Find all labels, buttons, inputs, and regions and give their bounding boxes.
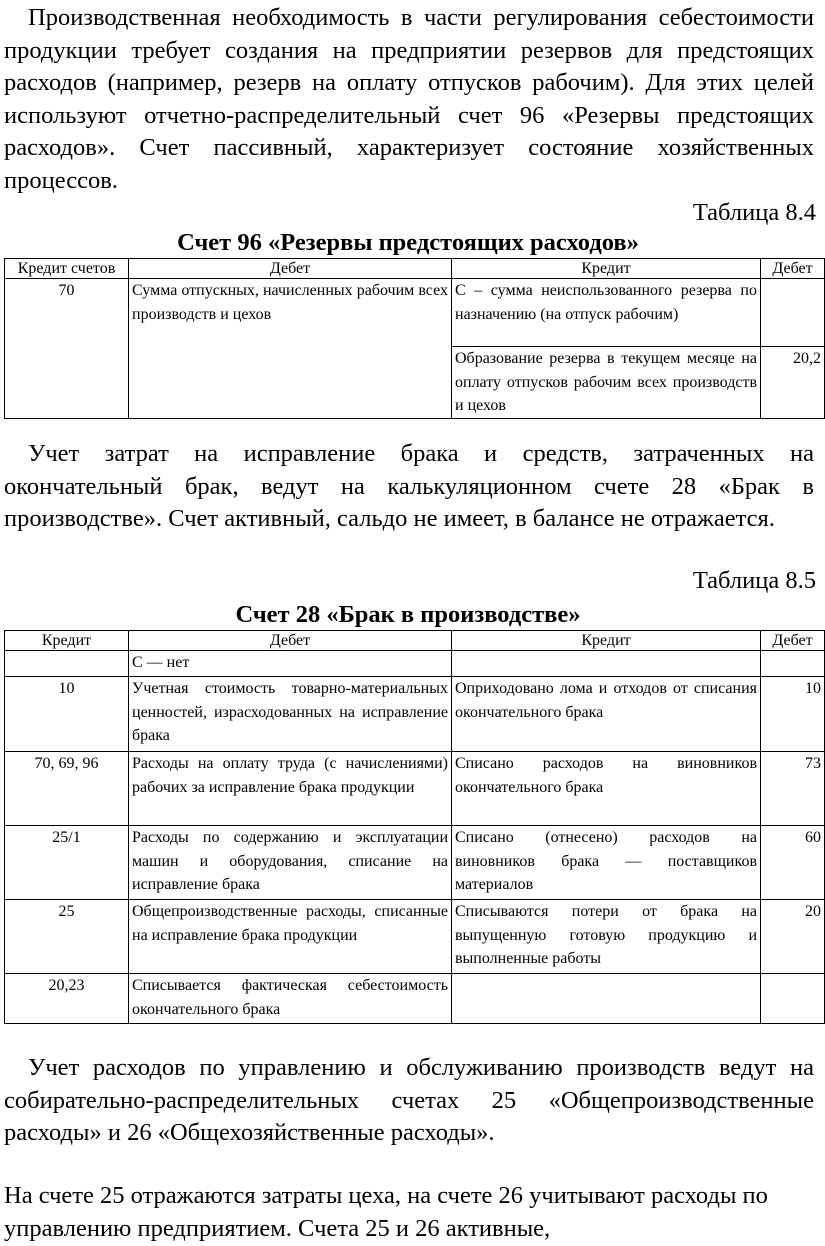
header-debit-accounts: Дебет bbox=[761, 631, 825, 651]
table-row bbox=[5, 651, 825, 677]
table-8-4-label: Таблица 8.4 bbox=[692, 199, 816, 226]
account-cell: 20,23 bbox=[5, 974, 129, 1024]
credit-text-cell: Списываются потери от брака на выпущенную готовую продукцию и выполненные работы bbox=[452, 900, 761, 974]
table-header-row bbox=[5, 631, 825, 651]
debit-text-cell bbox=[129, 677, 452, 752]
debit-account-cell bbox=[761, 974, 825, 1024]
debit-account-cell bbox=[761, 279, 825, 347]
debit-account-cell: 20,2 bbox=[761, 347, 825, 419]
debit-text-cell: Общепроизводственные расходы, списанные на исправление брака продукции bbox=[129, 900, 452, 974]
credit-text-cell: С – сумма неиспользованного резерва по назначению (на отпуск рабочим) bbox=[452, 279, 761, 347]
closing-paragraph-1: Учет расходов по управлению и обслуживанию производств ведут на собирательно-распределительных счетах 25 «Общепроизводственные расходы» и 26 «Общехозяйственные расходы». bbox=[4, 1054, 814, 1146]
header-debit: Дебет bbox=[129, 631, 452, 651]
debit-text-cell: Сумма отпускных, начисленных рабочим всех производств и цехов bbox=[129, 279, 452, 419]
credit-text-cell: Оприходовано лома и отходов от списания окончательного брака bbox=[452, 677, 761, 752]
debit-account-cell: 10 bbox=[761, 677, 825, 752]
header-debit-accounts: Дебет bbox=[761, 259, 825, 279]
account-cell: 70 bbox=[5, 279, 129, 419]
header-credit: Кредит bbox=[5, 631, 129, 651]
debit-account-cell: 60 bbox=[761, 826, 825, 900]
table-8-5 bbox=[4, 630, 825, 1024]
debit-account-cell: 73 bbox=[761, 752, 825, 826]
header-credit: Кредит bbox=[452, 259, 761, 279]
table-row bbox=[5, 752, 825, 826]
credit-text-cell: Образование резерва в текущем месяце на оплату отпусков рабочим всех производств и цехов bbox=[452, 347, 761, 419]
closing-paragraph-2: На счете 25 отражаются затраты цеха, на счете 26 учитывают расходы по управлению предприятием. Счета 25 и 26 активные, bbox=[4, 1182, 768, 1242]
account-cell: 25 bbox=[5, 900, 129, 974]
middle-paragraph: Учет затрат на исправление брака и средств, затраченных на окончательный брак, ведут на калькуляционном счете 28 «Брак в производстве». Счет активный, сальдо не имеет, в балансе не отражается. bbox=[4, 440, 814, 532]
header-credit: Кредит bbox=[452, 631, 761, 651]
credit-text-cell: Списано расходов на виновников окончательного брака bbox=[452, 752, 761, 826]
intro-paragraph: Производственная необходимость в части регулирования себестоимости продукции требует создания на предприятии резервов для предстоящих расходов (например, резерв на оплату отпусков рабочим). Для этих целей используют отчетно-распределительный счет 96 «Резервы предстоящих расходов». Счет пассивный, характеризует состояние хозяйственных процессов. bbox=[4, 4, 814, 194]
account-cell: 25/1 bbox=[5, 826, 129, 900]
table-row bbox=[5, 279, 825, 347]
account-cell: 70, 69, 96 bbox=[5, 752, 129, 826]
credit-text-cell bbox=[452, 974, 761, 1024]
table-8-4 bbox=[4, 258, 825, 419]
table-row bbox=[5, 900, 825, 974]
table-row bbox=[5, 974, 825, 1024]
debit-text-cell: Списывается фактическая себестоимость окончательного брака bbox=[129, 974, 452, 1024]
credit-text-cell bbox=[452, 651, 761, 677]
table-8-5-title: Счет 28 «Брак в производстве» bbox=[235, 601, 581, 628]
table-8-5-label: Таблица 8.5 bbox=[692, 567, 816, 594]
header-debit: Дебет bbox=[129, 259, 452, 279]
credit-text-cell: Списано (отнесено) расходов на виновников брака — поставщиков материалов bbox=[452, 826, 761, 900]
debit-text-cell: С — нет bbox=[129, 651, 452, 677]
debit-text-cell: Расходы на оплату труда (с начислениями) рабочих за исправление брака продукции bbox=[129, 752, 452, 826]
debit-text: Учетная стоимость товарно-материальных ценностей, израсходованных на исправление брака bbox=[132, 680, 448, 744]
debit-account-cell: 20 bbox=[761, 900, 825, 974]
table-header-row bbox=[5, 259, 825, 279]
debit-account-cell bbox=[761, 651, 825, 677]
table-row bbox=[5, 677, 825, 752]
debit-text-cell: Расходы по содержанию и эксплуатации машин и оборудования, списание на исправление брака bbox=[129, 826, 452, 900]
account-cell bbox=[5, 651, 129, 677]
header-credit-accounts: Кредит счетов bbox=[5, 259, 129, 279]
account-cell: 10 bbox=[5, 677, 129, 752]
table-row bbox=[5, 826, 825, 900]
table-8-4-title: Счет 96 «Резервы предстоящих расходов» bbox=[177, 229, 639, 256]
